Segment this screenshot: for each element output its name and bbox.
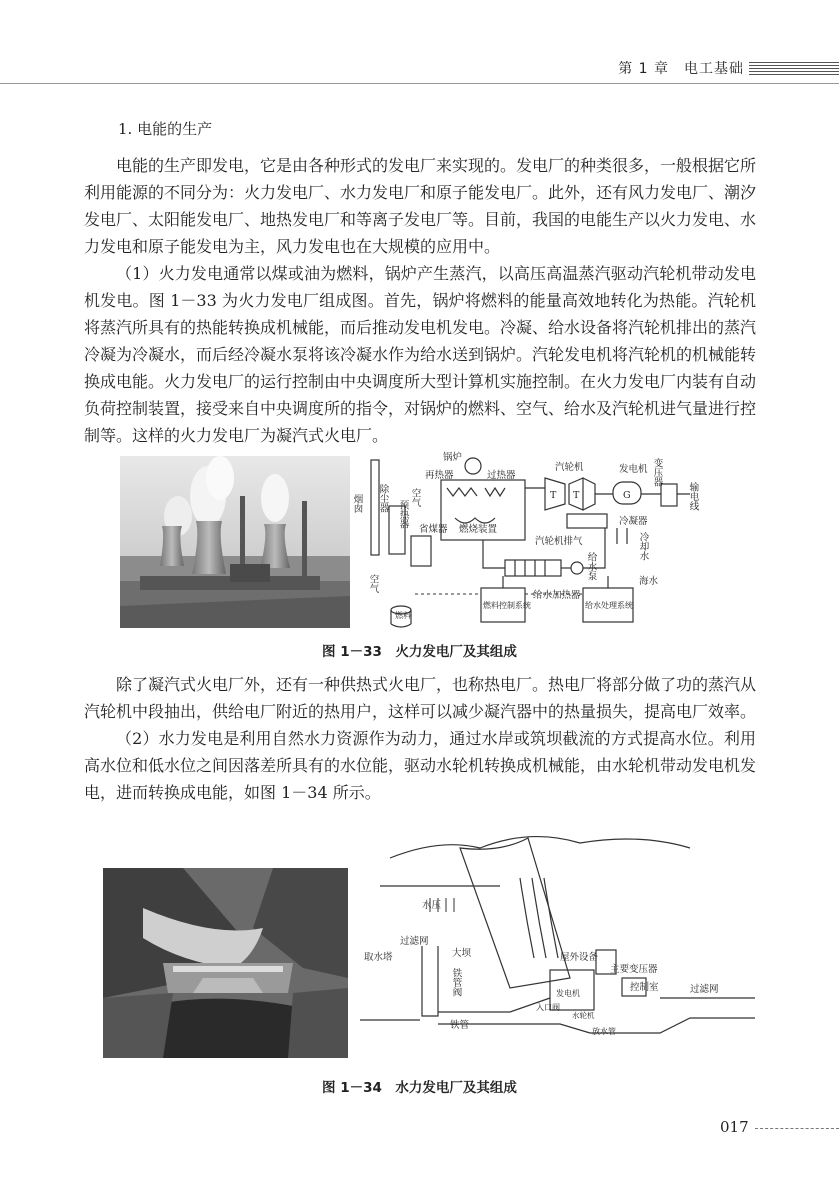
paragraph: （2）水力发电是利用自然水力资源作为动力，通过水岸或筑坝截流的方式提高水位。利用高水位和低水位之间因落差所具有的水位能，驱动水轮机转换成机械能，由水轮机带动发电机发电，进而转换成电能，如图 1－34 所示。 <box>84 729 757 802</box>
header-rule <box>0 83 839 84</box>
label-feedheater: 给水加热器 <box>533 590 581 601</box>
label-turbine: 汽轮机 <box>555 462 584 473</box>
label-transformer: 变压器 <box>651 458 663 487</box>
label-tailrace: 放水管 <box>592 1027 616 1036</box>
label-reheater: 再热器 <box>425 470 454 481</box>
label-air-top: 空气 <box>409 488 421 507</box>
hydro-plant-photo <box>103 868 348 1058</box>
label-inlet-valve: 入口阀 <box>536 1003 560 1012</box>
label-fuel: 燃料 <box>395 611 411 620</box>
page-number: 017 <box>720 1118 749 1136</box>
label-cooling: 冷却水 <box>637 532 649 561</box>
label-g: G <box>623 490 631 501</box>
label-condenser: 冷凝器 <box>619 516 648 527</box>
label-seawater: 海水 <box>639 576 659 587</box>
label-pressure: 水压 <box>422 900 442 911</box>
label-economizer: 省煤器 <box>419 524 448 535</box>
paragraph: 电能的生产即发电，它是由各种形式的发电厂来实现的。发电厂的种类很多，一般根据它所利用能源的不同分为：火力发电厂、水力发电厂和原子能发电厂。此外，还有风力发电厂、潮汐发电厂、太阳能发电厂、地热发电厂和等离子发电厂等。目前，我国的电能生产以火力发电、水力发电和原子能发电为主，风力发电也在大规模的应用中。 <box>84 156 757 256</box>
page-number-decoration <box>755 1128 839 1129</box>
label-pipe: 铁管 <box>450 1020 470 1031</box>
label-line: 输电线 <box>687 482 699 511</box>
label-intake: 取水塔 <box>364 952 393 963</box>
label-water-turbine: 水轮机 <box>572 1011 595 1020</box>
body-text-top <box>84 152 756 449</box>
header-decoration <box>749 62 839 76</box>
label-preheater: 预热器 <box>397 500 409 529</box>
label-chimney: 烟囱 <box>351 494 363 513</box>
label-exhaust: 汽轮机排气 <box>535 536 583 547</box>
label-feedpump: 给水泵 <box>585 552 597 581</box>
label-t1: T <box>550 490 557 501</box>
label-generator: 发电机 <box>556 989 580 998</box>
label-dam: 大坝 <box>452 948 472 959</box>
label-t2: T <box>573 490 580 501</box>
thermal-plant-diagram <box>351 448 715 630</box>
section-title: 1. 电能的生产 <box>118 120 213 138</box>
label-outdoor: 屋外设备 <box>560 952 599 963</box>
hydro-plant-diagram <box>360 828 755 1058</box>
label-fuelctrl: 燃料控制系统 <box>483 601 531 610</box>
label-generator: 发电机 <box>619 464 648 475</box>
label-filter2: 过滤网 <box>690 984 719 995</box>
running-header <box>0 56 839 82</box>
label-main-tf: 主要变压器 <box>610 964 658 975</box>
thermal-plant-photo <box>120 456 350 628</box>
label-filter: 过滤网 <box>400 936 429 947</box>
paragraph: 除了凝汽式火电厂外，还有一种供热式火电厂，也称热电厂。热电厂将部分做了功的蒸汽从汽轮机中段抽出，供给电厂附近的热用户，这样可以减少凝汽器中的热量损失，提高电厂效率。 <box>84 675 757 721</box>
label-boiler: 锅炉 <box>443 452 463 463</box>
label-control: 控制室 <box>630 982 659 993</box>
body-text-middle <box>84 671 756 806</box>
paragraph: （1）火力发电通常以煤或油为燃料，锅炉产生蒸汽，以高压高温蒸汽驱动汽轮机带动发电机发电。图 1－33 为火力发电厂组成图。首先，锅炉将燃料的能量高效地转化为热能。汽轮机将蒸汽所具有的热能转换成机械能，而后推动发电机发电。冷凝、给水设备将汽轮机排出的蒸汽冷凝为冷凝水，而后经冷凝水泵将该冷凝水作为给水送到锅炉。汽轮发电机将汽轮机的机械能转换成电能。火力发电厂的运行控制由中央调度所大型计算机实施控制。在火力发电厂内装有自动负荷控制装置，接受来自中央调度所的指令，对锅炉的燃料、空气、给水及汽轮机进气量进行控制等。这样的火力发电厂为凝汽式火电厂。 <box>84 264 757 445</box>
label-superheater: 过热器 <box>487 470 516 481</box>
header-text: 第 1 章 电工基础 <box>618 61 744 77</box>
figure-34-caption: 图 1－34 水力发电厂及其组成 <box>322 1080 517 1096</box>
label-dust: 除尘器 <box>377 484 389 513</box>
label-watertreat: 给水处理系统 <box>585 601 633 610</box>
figure-33-caption: 图 1－33 火力发电厂及其组成 <box>322 644 517 660</box>
label-air-bottom: 空气 <box>367 574 379 593</box>
label-burner: 燃烧装置 <box>459 524 498 535</box>
label-iron-valve: 铁管阀 <box>450 968 462 997</box>
